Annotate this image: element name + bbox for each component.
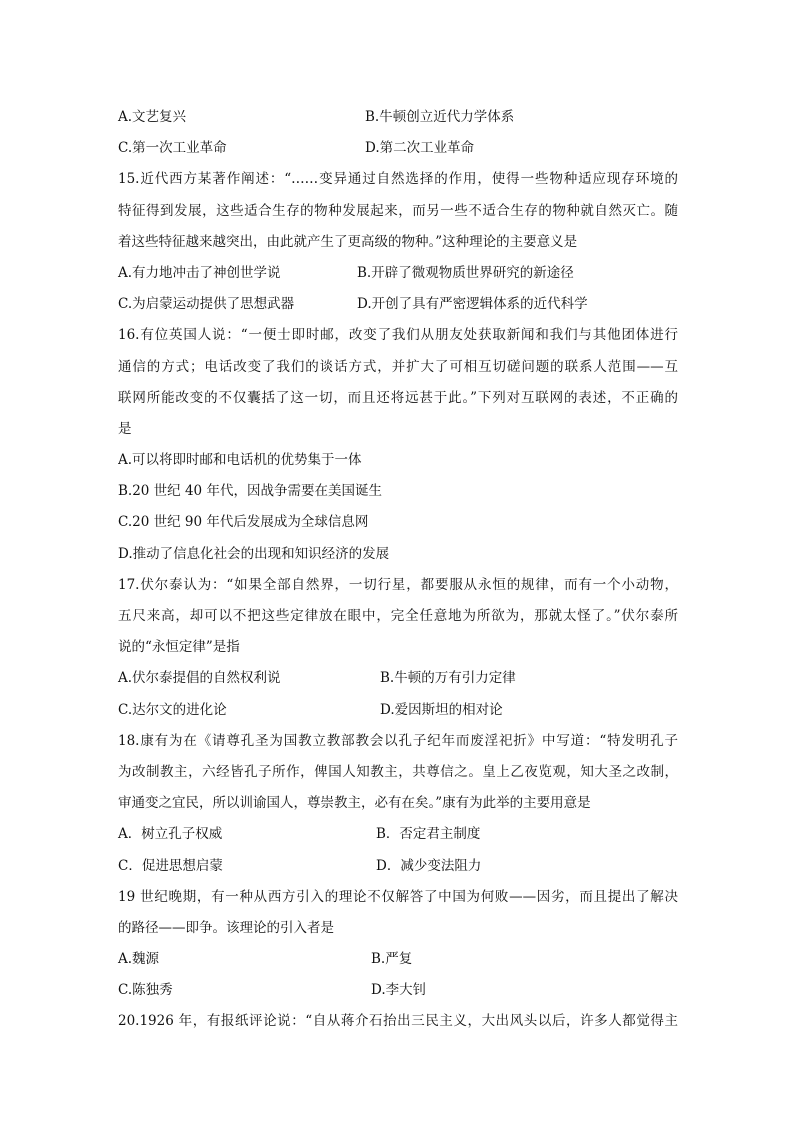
q14-options-row-2	[118, 133, 678, 164]
q18-stem-line-1: 18.康有为在《请尊孔圣为国教立教部教会以孔子纪年而废淫祀折》中写道：“特发明孔子	[118, 732, 678, 749]
q19-option-c[interactable]: C.陈独秀	[118, 982, 173, 999]
q16-option-c[interactable]: C.20 世纪 90 年代后发展成为全球信息网	[118, 514, 369, 531]
q15-option-c[interactable]: C.为启蒙运动提供了思想武器	[118, 296, 295, 313]
q17-option-b[interactable]: B.牛顿的万有引力定律	[380, 670, 516, 687]
q18-stem-line-3: 审通变之宜民，所以训谕国人，尊崇教主，必有在矣。”康有为此举的主要用意是	[118, 795, 591, 812]
q15-options-row-1	[118, 258, 678, 289]
q17-option-c[interactable]: C.达尔文的进化论	[118, 701, 227, 718]
q17-option-d[interactable]: D.爱因斯坦的相对论	[380, 701, 503, 718]
q15-option-b[interactable]: B.开辟了微观物质世界研究的新途径	[357, 264, 574, 281]
q16-stem-line-2: 通信的方式；电话改变了我们的谈话方式，并扩大了可相互切磋问题的联系人范围——互	[118, 358, 678, 375]
q14-option-d[interactable]: D.第二次工业革命	[365, 140, 475, 157]
q16-option-b[interactable]: B.20 世纪 40 年代，因战争需要在美国诞生	[118, 483, 382, 500]
q19-stem-line-2: 的路径——即争。该理论的引入者是	[118, 919, 334, 936]
q19-option-a[interactable]: A.魏源	[118, 951, 160, 968]
q16-option-a[interactable]: A.可以将即时邮和电话机的优势集于一体	[118, 452, 362, 469]
q19-options-row-2	[118, 975, 678, 1006]
q19-option-b[interactable]: B.严复	[371, 951, 413, 968]
q16-stem-line-1: 16.有位英国人说：“一便士即时邮，改变了我们从朋友处获取新闻和我们与其他团体进行	[118, 327, 678, 344]
q14-option-c[interactable]: C.第一次工业革命	[118, 140, 227, 157]
exam-page	[118, 102, 678, 1038]
q15-option-a[interactable]: A.有力地冲击了神创世学说	[118, 264, 281, 281]
q16-option-d[interactable]: D.推动了信息化社会的出现和知识经济的发展	[118, 545, 390, 562]
q15-option-d[interactable]: D.开创了具有严密逻辑体系的近代科学	[357, 296, 588, 313]
q18-stem-line-2: 为改制教主，六经皆孔子所作，俾国人知教主，共尊信之。皇上乙夜览观，知大圣之改制，	[118, 763, 678, 780]
q17-options-row-1	[118, 663, 678, 694]
q18-options-row-2	[118, 851, 678, 882]
q15-stem-line-1: 15.近代西方某著作阐述：“……变异通过自然选择的作用，使得一些物种适应现存环境的	[118, 171, 678, 188]
q15-options-row-2	[118, 289, 678, 320]
q17-stem-line-3: 说的“永恒定律”是指	[118, 639, 240, 656]
q19-options-row-1	[118, 944, 678, 975]
q17-stem-line-1: 17.伏尔泰认为：“如果全部自然界，一切行星，都要服从永恒的规律，而有一个小动物，	[118, 576, 678, 593]
q17-option-a[interactable]: A.伏尔泰提倡的自然权利说	[118, 670, 281, 687]
q14-options-row-1	[118, 102, 678, 133]
q16-stem-line-3: 联网所能改变的不仅囊括了这一切，而且还将远甚于此。”下列对互联网的表述，不正确的	[118, 389, 678, 406]
q18-option-a[interactable]: A．树立孔子权威	[118, 826, 223, 843]
q18-option-d[interactable]: D．减少变法阻力	[376, 857, 482, 874]
q16-stem-line-4: 是	[118, 420, 132, 437]
q17-stem-line-2: 五尺来高，却可以不把这些定律放在眼中，完全任意地为所欲为，那就太怪了。”伏尔泰所	[118, 608, 678, 624]
q20-stem-line-1: 20.1926 年，有报纸评论说：“自从蒋介石抬出三民主义，大出风头以后，许多人都觉得主	[118, 1013, 678, 1030]
q19-option-d[interactable]: D.李大钊	[371, 982, 427, 999]
q19-stem-line-1: 19 世纪晚期，有一种从西方引入的理论不仅解答了中国为何败——因劣，而且提出了解决	[118, 888, 678, 905]
q18-options-row-1	[118, 819, 678, 850]
q15-stem-line-3: 着这些特征越来越突出，由此就产生了更高级的物种。”这种理论的主要意义是	[118, 233, 578, 250]
q18-option-b[interactable]: B．否定君主制度	[376, 826, 481, 843]
q14-option-b[interactable]: B.牛顿创立近代力学体系	[365, 109, 515, 125]
q15-stem-line-2: 特征得到发展，这些适合生存的物种发展起来，而另一些不适合生存的物种就自然灭亡。随	[118, 202, 678, 219]
q18-option-c[interactable]: C．促进思想启蒙	[118, 857, 223, 874]
q14-option-a[interactable]: A.文艺复兴	[118, 109, 187, 125]
q17-options-row-2	[118, 695, 678, 726]
